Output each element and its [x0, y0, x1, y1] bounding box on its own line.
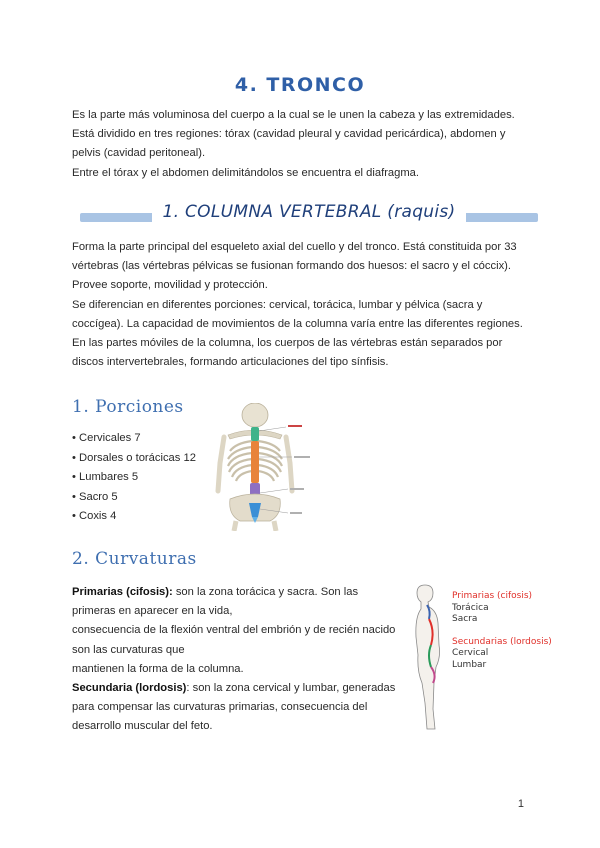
curvaturas-heading: 2. Curvaturas — [72, 549, 197, 569]
columna-line: Se diferencian en diferentes porciones: cervical, torácica, lumbar y pélvica (sacra y — [72, 298, 483, 311]
intro-line: Está dividido en tres regiones: tórax (cavidad pleural y cavidad pericárdica), abdomen y — [72, 128, 506, 141]
section-title-wrapper — [80, 202, 538, 222]
primarias-label: Primarias (cifosis): — [72, 586, 173, 598]
porciones-heading: 1. Porciones — [72, 397, 184, 417]
porciones-list — [72, 429, 196, 527]
curvaturas-line-secundaria — [72, 679, 402, 698]
curvaturas-line: mantienen la forma de la columna. — [72, 662, 244, 675]
secundaria-label: Secundaria (lordosis) — [72, 682, 187, 695]
legend-cervical: Cervical — [452, 648, 489, 659]
columna-line: En las partes móviles de la columna, los cuerpos de las vértebras están separados por — [72, 337, 503, 350]
list-item: • Dorsales o torácicas 12 — [72, 451, 196, 464]
primarias-text: son la zona torácica y sacra. Son las — [172, 586, 359, 598]
intro-line: Entre el tórax y el abdomen delimitándolos se encuentra el diafragma. — [72, 166, 420, 179]
intro-line: Es la parte más voluminosa del cuerpo a la cual se le unen la cabeza y las extremidades. — [72, 109, 515, 121]
intro-paragraph — [72, 106, 532, 183]
list-item: • Sacro 5 — [72, 490, 118, 503]
columna-paragraph — [72, 238, 532, 372]
legend-secundarias: Secundarias (lordosis) — [452, 636, 552, 647]
curvaturas-line: para compensar las curvaturas primarias, consecuencia del — [72, 701, 368, 714]
section-title-columna: 1. COLUMNA VERTEBRAL (raquis) — [152, 202, 465, 222]
legend-sacra: Sacra — [452, 614, 478, 625]
list-item: • Cervicales 7 — [72, 432, 141, 444]
list-item: • Coxis 4 — [72, 510, 117, 522]
curvaturas-line: consecuencia de la flexión ventral del embrión y de recién nacido — [72, 624, 396, 637]
secundaria-text: : son la zona cervical y lumbar, generadas — [186, 682, 396, 695]
page-number: 1 — [517, 798, 524, 810]
columna-line: coccígea). La capacidad de movimientos de la columna varía entre las diferentes regiones. — [72, 317, 523, 330]
curvaturas-line: son las curvaturas que — [72, 643, 185, 656]
intro-line: pelvis (cavidad peritoneal). — [72, 147, 206, 160]
curvaturas-paragraph — [72, 583, 402, 737]
columna-line: vértebras (las vértebras pélvicas se fusionan formando dos huesos: el sacro y el cóccix). — [72, 260, 512, 273]
columna-line: Forma la parte principal del esqueleto axial del cuello y del tronco. Está constituida por 33 — [72, 241, 517, 253]
columna-line: discos intervertebrales, formando articulaciones del tipo sínfisis. — [72, 356, 389, 369]
legend-toracica: Torácica — [452, 602, 489, 613]
curvature-legend — [452, 591, 552, 672]
legend-lumbar: Lumbar — [452, 659, 487, 670]
skeleton-spine-image — [208, 403, 318, 531]
curvaturas-line: primeras en aparecer en la vida, — [72, 605, 233, 618]
list-item: • Lumbares 5 — [72, 471, 139, 483]
curvaturas-line: desarrollo muscular del feto. — [72, 720, 213, 733]
body-curvature-image — [403, 583, 451, 733]
legend-primarias: Primarias (cifosis) — [452, 591, 533, 601]
columna-line: Provee soporte, movilidad y protección. — [72, 279, 268, 292]
curvaturas-line-primarias — [72, 583, 402, 602]
page-title: 4. TRONCO — [234, 74, 366, 96]
